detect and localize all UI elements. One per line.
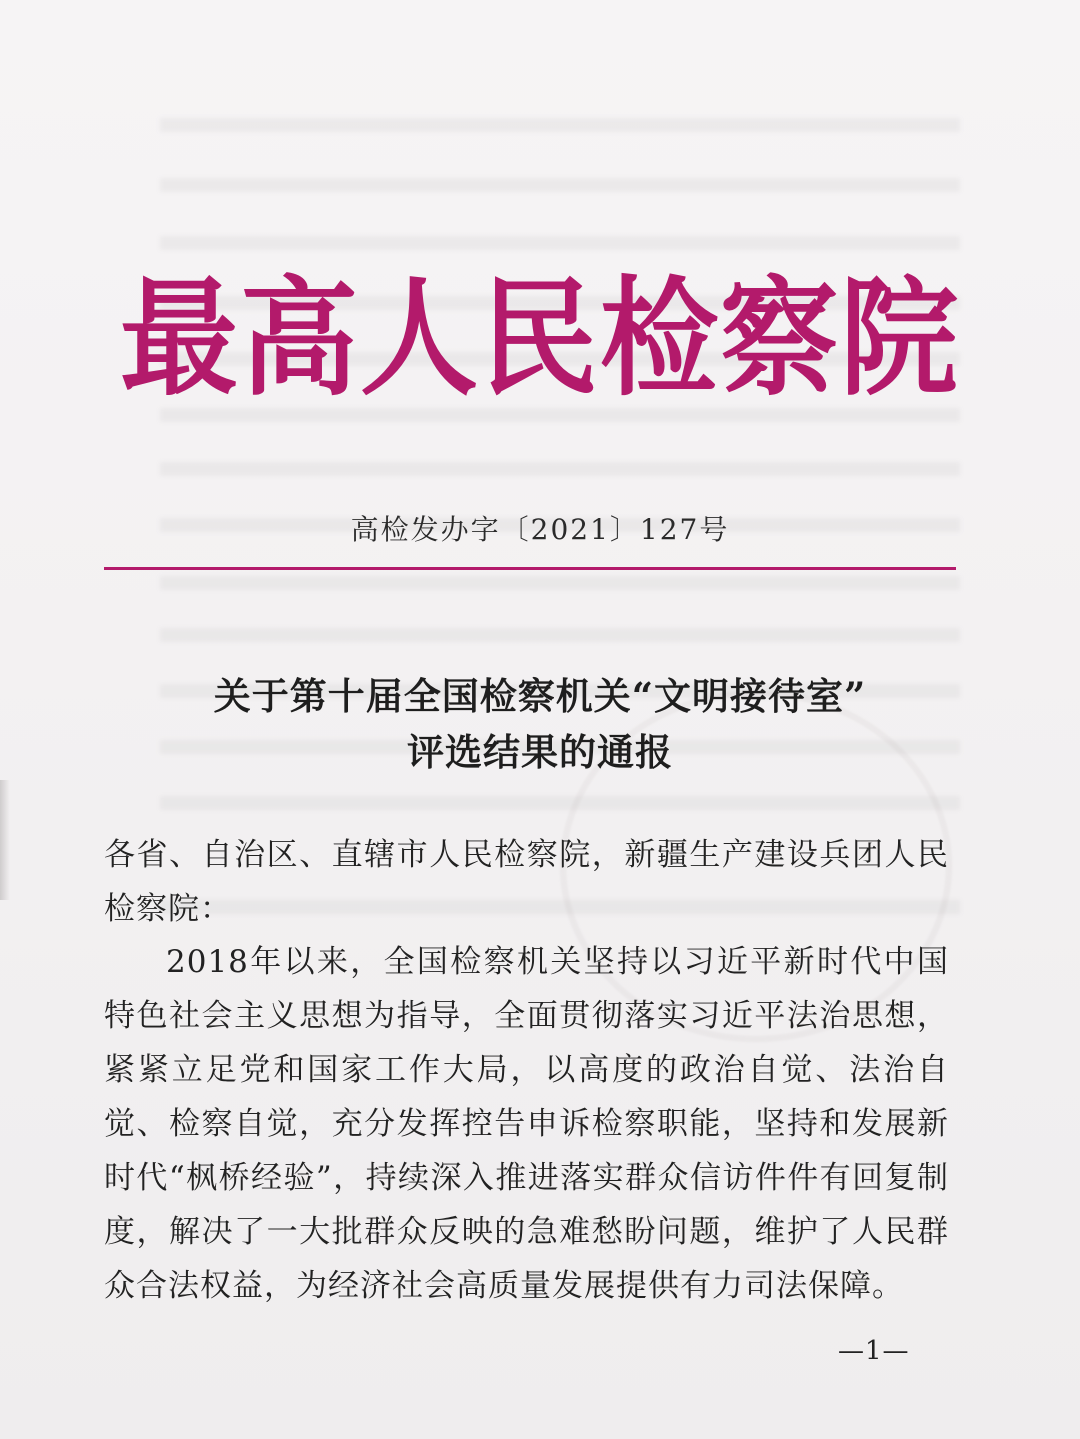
red-divider-line bbox=[104, 567, 956, 570]
page-edge-shadow bbox=[0, 780, 10, 900]
title-line-1: 关于第十届全国检察机关“文明接待室” bbox=[213, 674, 867, 718]
document-number: 高检发办字〔2021〕127号 bbox=[350, 513, 730, 546]
body-paragraph: 2018年以来，全国检察机关坚持以习近平新时代中国特色社会主义思想为指导，全面贯彻落实习近平法治思想，紧紧立足党和国家工作大局，以高度的政治自觉、法治自觉、检察自觉，充分发挥控告申诉检察职能，坚持和发展新时代“枫桥经验”，持续深入推进落实群众信访件件有回复制度，解决了一大批群众反映的急难愁盼问题，维护了人民群众合法权益，为经济社会高质量发展提供有力司法保障。 bbox=[104, 944, 949, 1304]
page-number: —1— bbox=[838, 1336, 910, 1366]
title-line-2: 评选结果的通报 bbox=[407, 730, 673, 774]
addressee: 各省、自治区、直辖市人民检察院，新疆生产建设兵团人民检察院： bbox=[104, 837, 949, 927]
issuer-heading: 最高人民检察院 bbox=[119, 263, 960, 413]
